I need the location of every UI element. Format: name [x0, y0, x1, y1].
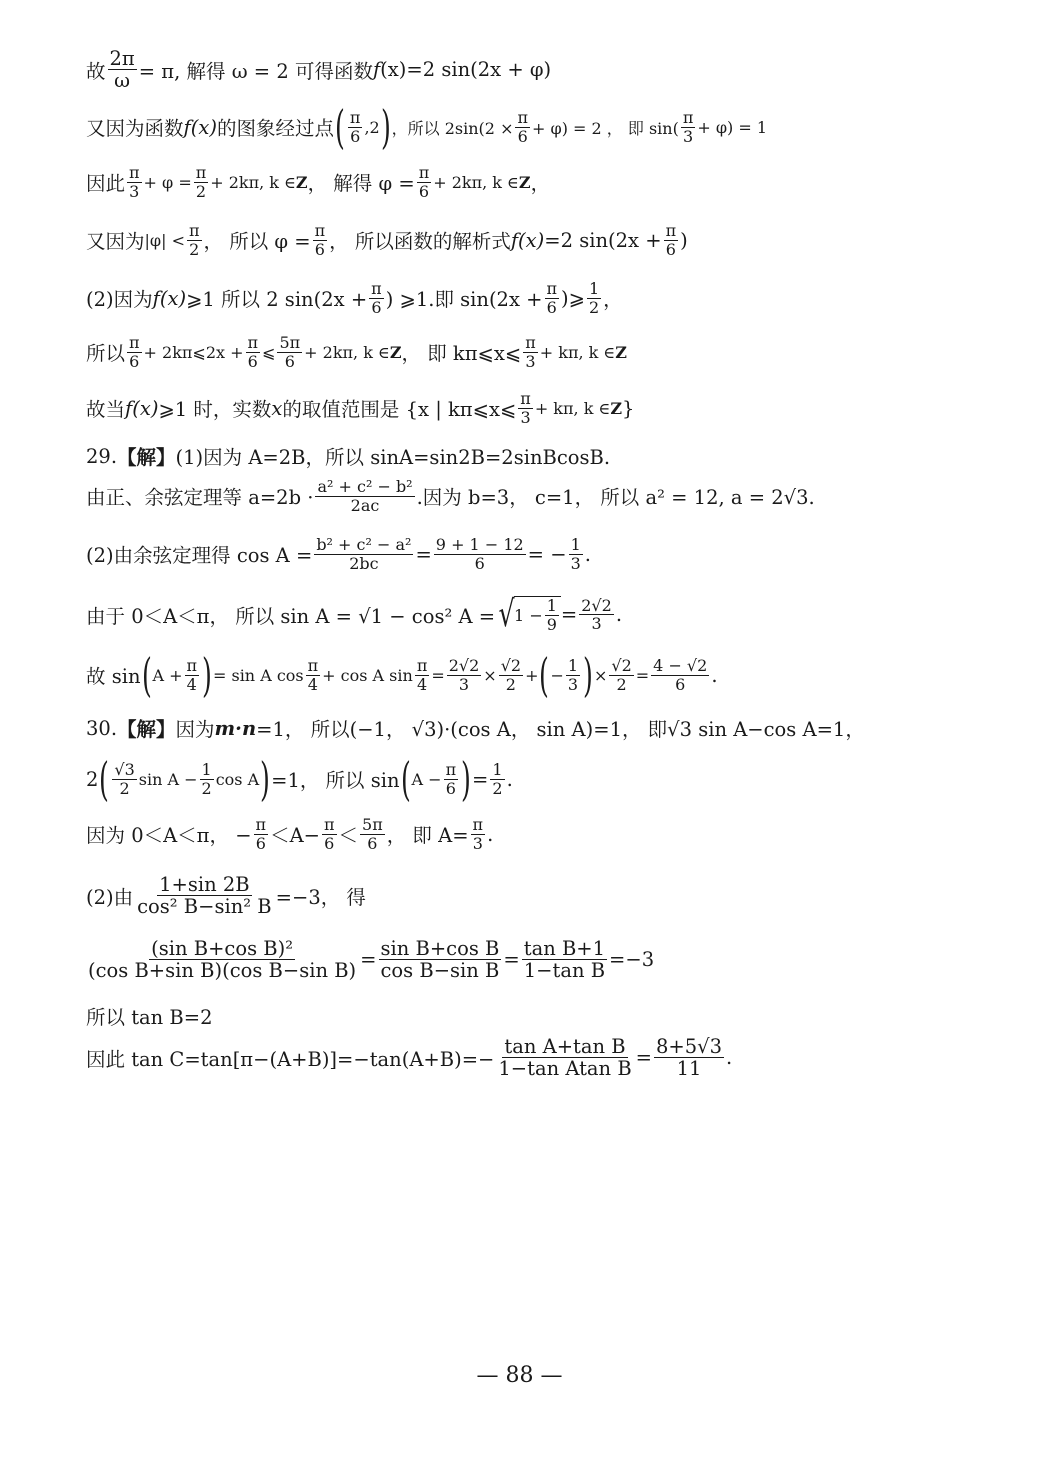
- text: + φ) = 1: [697, 117, 768, 137]
- text: (x)=2 sin(2x + φ): [380, 58, 552, 82]
- fraction-2sqrt2-3: $\frac{2√2}{3}$: [581, 595, 612, 634]
- text: =: [415, 542, 432, 566]
- fraction-tan-expression: $\frac{\text{tan B+1}}{\text{1−tan B}}$: [523, 937, 606, 983]
- text: =−3: [609, 948, 655, 972]
- text: 2: [86, 767, 99, 791]
- fraction-squared-over-product: $\frac{\text{(sin B+cos B)²}}{\text{(cos B+sin B)(cos B−sin B)}}$: [88, 937, 357, 983]
- text: 的图象经过点: [216, 117, 334, 140]
- text: )⩾: [561, 286, 585, 310]
- text: ＜A−: [270, 824, 320, 848]
- fraction-pi-6: $\frac{\pi}{6}$: [247, 333, 259, 371]
- q29-line-3: [86, 536, 1009, 572]
- fraction-1-2: $\frac{1}{2}$: [492, 759, 503, 798]
- text: sin A −: [138, 769, 198, 789]
- fraction-pi-6: $\frac{\pi}{6}$: [255, 815, 267, 853]
- fraction-pi-3: $\frac{\pi}{3}$: [129, 163, 140, 201]
- text: 所以: [86, 342, 126, 366]
- fraction-final-result: $\frac{8+5√3}{11}$: [656, 1035, 722, 1081]
- text: 的取值范围是 {x | kπ⩽x⩽: [282, 398, 517, 422]
- text: ，所以 2sin(2 ×: [391, 118, 514, 138]
- text: f(x): [152, 286, 187, 310]
- q29-line-4: [86, 593, 1009, 635]
- text: f(x): [510, 228, 545, 252]
- text: ， 即 kπ⩽x⩽: [401, 342, 522, 366]
- text: = π, 解得 ω = 2 可得函数: [138, 59, 373, 83]
- text: =: [635, 1046, 652, 1070]
- question-number: 30.: [86, 716, 118, 740]
- text: 故: [86, 59, 106, 83]
- text: =−3， 得: [275, 885, 366, 909]
- text: + φ =: [143, 172, 192, 192]
- text: 1 −: [514, 605, 543, 625]
- text: +: [525, 665, 539, 685]
- text: 又因为: [86, 230, 145, 254]
- fraction-pi-6: $\frac{\pi}{6}$: [129, 333, 140, 371]
- text: + kπ, k ∈: [534, 398, 611, 418]
- text: 由正、余弦定理等 a=2b ·: [86, 486, 314, 510]
- solution-tag: 【解】: [117, 446, 176, 469]
- paren-left: (: [141, 648, 152, 702]
- text: −: [550, 665, 564, 685]
- text: (1)因为 A=2B，所以 sinA=sin2B=2sinBcosB.: [175, 446, 611, 469]
- text: .因为 b=3， c=1， 所以 a² = 12, a = 2√3.: [416, 486, 815, 510]
- text: = sin A cos: [212, 665, 304, 685]
- q28-line-4: [86, 222, 1009, 258]
- text: + 2kπ⩽2x +: [143, 342, 244, 362]
- radicand: [514, 596, 561, 633]
- text: ，: [530, 172, 551, 196]
- fraction-pi-3: $\frac{\pi}{3}$: [472, 815, 484, 853]
- text: + 2kπ, k ∈: [433, 172, 519, 192]
- page-number: — 88 —: [476, 1363, 563, 1388]
- text: ， 即 A=: [386, 824, 469, 848]
- fraction-pi-6: $\frac{\pi}{6}$: [371, 279, 382, 317]
- text: ×: [483, 665, 497, 685]
- text: 所以 tan B=2: [86, 1006, 213, 1029]
- paren-left: (: [335, 100, 345, 154]
- q30-line-4: [86, 874, 1009, 918]
- text: ⩾1 所以 2 sin(2x +: [186, 288, 368, 312]
- text: ， 解得 φ =: [307, 172, 415, 196]
- text: .: [506, 767, 513, 791]
- text: 因此: [86, 172, 126, 196]
- text: .: [584, 542, 591, 566]
- paren-right: ): [583, 648, 593, 702]
- text: 因此 tan C=tan[π−(A+B)]=−tan(A+B)=−: [86, 1047, 495, 1071]
- text: ， 所以 φ =: [203, 230, 311, 254]
- fraction-given-expression: $\frac{1+\sin 2B}{\text{cos² B−sin² B}}$: [137, 873, 272, 919]
- text: Z: [518, 172, 531, 192]
- fraction-pi-6: $\frac{\pi}{6}$: [665, 221, 677, 259]
- text: 故 sin: [86, 665, 141, 688]
- fraction-tan-sum: $\frac{\text{tan A+tan B}}{\text{1−tan Atan B}}$: [498, 1035, 632, 1081]
- text: =: [472, 767, 489, 791]
- fraction-1-2: $\frac{1}{2}$: [588, 279, 600, 317]
- paren-right: ): [461, 752, 471, 806]
- q28-line-6: [86, 334, 1009, 370]
- text: Z: [389, 342, 402, 362]
- text: + 2kπ, k ∈: [304, 342, 390, 362]
- text: ，: [603, 288, 623, 312]
- q30-line-7: [86, 1036, 1009, 1080]
- paren-left: (: [99, 752, 110, 806]
- text: 因为 0＜A＜π， −: [86, 824, 252, 848]
- text: (2)由: [86, 885, 134, 909]
- text: ， 所以函数的解析式: [329, 230, 511, 254]
- text: + cos A sin: [322, 665, 413, 685]
- solution-tag: 【解】: [117, 718, 176, 741]
- text: 因为: [175, 718, 215, 741]
- q30-line-2: [86, 752, 1009, 806]
- text: Z: [615, 342, 627, 362]
- fraction-5pi-6: $\frac{5\pi}{6}$: [279, 333, 301, 371]
- fraction-pi-6: $\frac{\pi}{6}$: [314, 221, 326, 259]
- text: 由于 0＜A＜π， 所以 sin A = √1 − cos² A =: [86, 604, 496, 628]
- fraction-sum-over-diff: $\frac{\text{sin B+cos B}}{\text{cos B−sin B}}$: [380, 937, 500, 983]
- fraction-pi-3: $\frac{\pi}{3}$: [525, 333, 536, 371]
- text: = −: [527, 542, 567, 566]
- fraction-sqrt2-2: $\frac{√2}{2}$: [611, 655, 632, 694]
- fraction-pi-3: $\frac{\pi}{3}$: [520, 389, 531, 427]
- text: =1， 所以(−1， √3)·(cos A， sin A)=1， 即√3 sin A−cos A=1，: [256, 718, 865, 741]
- q29-line-5: [86, 648, 1009, 702]
- fraction-pi-6: $\frac{\pi}{6}$: [517, 107, 528, 146]
- paren-right: ): [260, 752, 271, 806]
- question-number: 29.: [86, 444, 118, 468]
- fraction-pi-4: $\frac{\pi}{4}$: [186, 655, 198, 694]
- fraction-cosine-law: $\frac{\text{a² + c² − b²}}{2ac}$: [317, 477, 413, 515]
- text: =2 sin(2x +: [544, 228, 662, 252]
- fraction-2sqrt2-3: $\frac{2√2}{3}$: [448, 655, 480, 694]
- fraction-sqrt3-2: $\frac{√3}{2}$: [114, 759, 135, 798]
- fraction-1-3: $\frac{1}{3}$: [567, 655, 579, 694]
- q28-line-7: [86, 390, 1009, 426]
- text: .: [615, 603, 623, 627]
- fraction-cosine-law-cosA: $\frac{\text{b² + c² − a²}}{2bc}$: [316, 535, 412, 573]
- sqrt-symbol: √: [498, 593, 515, 635]
- text: f(x): [183, 115, 217, 139]
- fraction-1-2: $\frac{1}{2}$: [201, 759, 212, 798]
- text: f: [372, 58, 381, 82]
- fraction-2pi-omega: $\frac{2\pi}{\omega}$: [109, 47, 135, 93]
- text: m·n: [214, 716, 257, 740]
- text: =1， 所以 sin: [271, 769, 400, 792]
- paren-right: ): [380, 100, 391, 154]
- q28-line-2: [86, 100, 1009, 154]
- fraction-numbers: $\frac{9 + 1 - 12}{6}$: [435, 535, 524, 573]
- q30-line-1: [86, 714, 1009, 742]
- text: =: [560, 603, 578, 627]
- fraction-sqrt2-2: $\frac{√2}{2}$: [500, 655, 522, 694]
- fraction-pi-6: $\frac{\pi}{6}$: [323, 815, 335, 853]
- fraction-1-9: $\frac{1}{9}$: [546, 596, 557, 634]
- fraction-pi-3: $\frac{\pi}{3}$: [682, 107, 694, 146]
- text: f(x): [125, 396, 159, 420]
- q30-line-5: [84, 938, 1009, 982]
- fraction-pi-2: $\frac{\pi}{2}$: [189, 221, 200, 259]
- q29-line-1: [86, 442, 1009, 470]
- text: ) ⩾1.即 sin(2x +: [385, 288, 543, 312]
- paren-left: (: [539, 648, 550, 702]
- text: A −: [411, 769, 442, 789]
- text: Z: [610, 398, 622, 418]
- text: =: [635, 665, 650, 685]
- fraction-5pi-6: $\frac{5\pi}{6}$: [362, 815, 383, 853]
- text: =: [503, 948, 520, 972]
- fraction-pi-6: $\frac{\pi}{6}$: [349, 107, 361, 146]
- text: }: [622, 396, 635, 420]
- q28-line-1: [86, 48, 1009, 92]
- text: .: [487, 822, 494, 846]
- fraction-pi-6: $\frac{\pi}{6}$: [546, 279, 558, 317]
- text: (2)因为: [86, 288, 153, 312]
- text: ⩾1 时，实数: [158, 398, 272, 422]
- text: ＜: [338, 824, 359, 848]
- text: A +: [152, 665, 183, 685]
- text: .: [711, 663, 718, 687]
- text: ,2: [364, 117, 380, 137]
- q30-line-3: [86, 816, 1009, 852]
- text: ): [680, 228, 688, 252]
- text: =: [360, 948, 377, 972]
- text: Z: [295, 172, 308, 192]
- text: (2)由余弦定理得 cos A =: [86, 544, 313, 568]
- fraction-result: $\frac{4 - √2}{6}$: [653, 655, 708, 694]
- fraction-pi-4: $\frac{\pi}{4}$: [416, 655, 428, 694]
- text: =: [431, 665, 445, 685]
- text: ⩽: [262, 342, 276, 362]
- q29-line-2: [86, 478, 1009, 514]
- q30-line-6: [86, 1002, 1009, 1030]
- text: cos A: [215, 769, 260, 789]
- text: |φ| <: [144, 230, 185, 250]
- text: 又因为函数: [86, 117, 184, 140]
- fraction-pi-6: $\frac{\pi}{6}$: [445, 759, 457, 798]
- text: 故当: [86, 398, 126, 422]
- text: ×: [593, 665, 608, 685]
- q28-line-3: [86, 164, 1009, 200]
- paren-left: (: [400, 752, 411, 806]
- text: + kπ, k ∈: [539, 342, 616, 362]
- fraction-pi-6: $\frac{\pi}{6}$: [418, 163, 430, 201]
- fraction-pi-2: $\frac{\pi}{2}$: [195, 163, 207, 201]
- paren-right: ): [202, 648, 212, 702]
- fraction-pi-4: $\frac{\pi}{4}$: [307, 655, 319, 694]
- text: .: [725, 1046, 733, 1070]
- fraction-1-3: $\frac{1}{3}$: [570, 535, 581, 573]
- q28-line-5: [86, 280, 1009, 316]
- text: x: [271, 396, 283, 420]
- text: + 2kπ, k ∈: [210, 172, 296, 192]
- text: + φ) = 2 ， 即 sin(: [532, 118, 679, 138]
